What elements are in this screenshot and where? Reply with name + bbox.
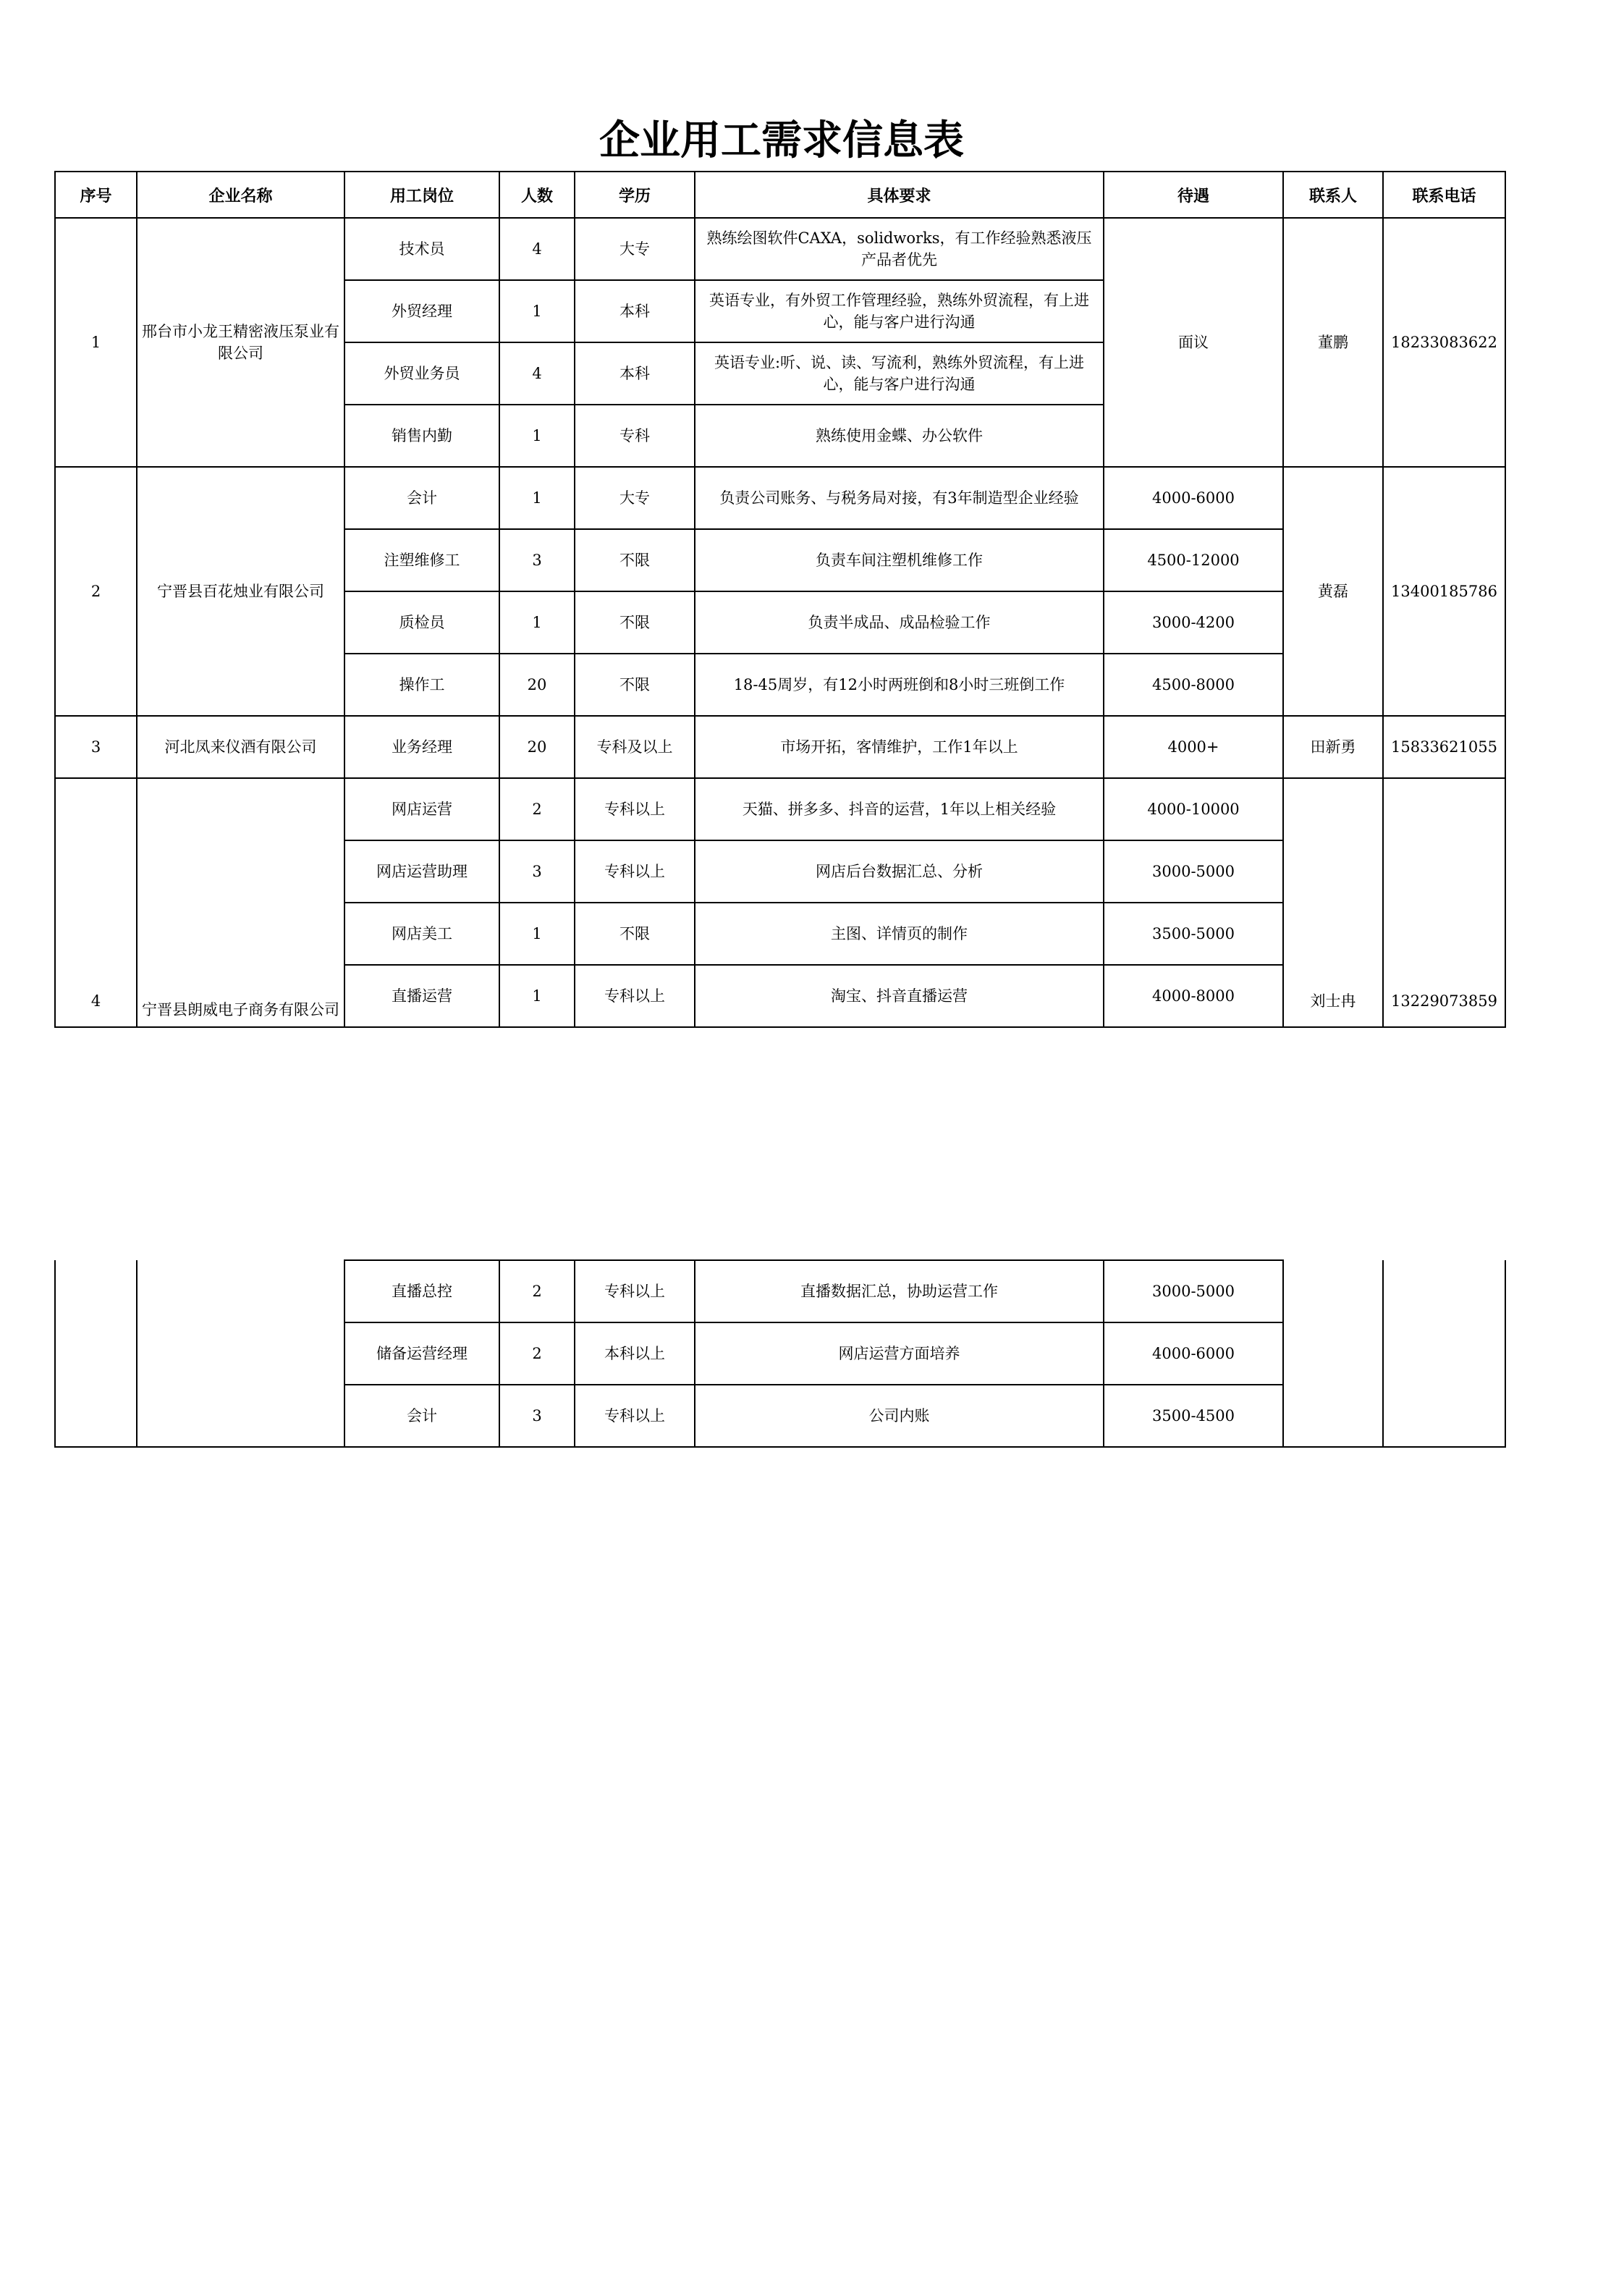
job-requirements: 18-45周岁，有12小时两班倒和8小时三班倒工作	[695, 654, 1104, 716]
job-post: 外贸经理	[344, 280, 499, 342]
job-pay: 3500-5000	[1104, 903, 1283, 965]
job-post: 网店运营	[344, 778, 499, 840]
job-count: 1	[499, 405, 575, 467]
contact-person: 董鹏	[1283, 218, 1383, 467]
job-count: 4	[499, 218, 575, 280]
job-count: 3	[499, 840, 575, 903]
job-pay: 3000-4200	[1104, 591, 1283, 654]
header-post: 用工岗位	[344, 172, 499, 218]
company-name: 宁晋县百花烛业有限公司	[137, 467, 344, 716]
job-demand-table-continued	[54, 1259, 1506, 1448]
company-name: 邢台市小龙王精密液压泵业有限公司	[137, 218, 344, 467]
job-education: 不限	[575, 654, 695, 716]
job-count: 1	[499, 280, 575, 342]
page-title: 企业用工需求信息表	[599, 117, 964, 164]
job-post: 操作工	[344, 654, 499, 716]
job-count: 3	[499, 529, 575, 591]
company-no: 4	[55, 778, 137, 1027]
company-no: 2	[55, 467, 137, 716]
header-no: 序号	[55, 172, 137, 218]
job-post: 销售内勤	[344, 405, 499, 467]
company-name: 河北凤来仪酒有限公司	[137, 716, 344, 778]
job-pay: 3500-4500	[1104, 1385, 1283, 1447]
job-education: 大专	[575, 467, 695, 529]
job-post: 注塑维修工	[344, 529, 499, 591]
job-requirements: 负责公司账务、与税务局对接，有3年制造型企业经验	[695, 467, 1104, 529]
job-post: 网店运营助理	[344, 840, 499, 903]
job-pay: 面议	[1104, 218, 1283, 467]
contact-phone-continued	[1383, 1260, 1505, 1447]
job-education: 专科及以上	[575, 716, 695, 778]
contact-phone: 13229073859	[1383, 778, 1505, 1027]
job-education: 专科以上	[575, 1385, 695, 1447]
job-requirements: 负责车间注塑机维修工作	[695, 529, 1104, 591]
job-post: 质检员	[344, 591, 499, 654]
contact-person: 田新勇	[1283, 716, 1383, 778]
company-name-continued	[137, 1260, 344, 1447]
job-education: 本科以上	[575, 1322, 695, 1385]
job-count: 2	[499, 778, 575, 840]
header-contact: 联系人	[1283, 172, 1383, 218]
header-count: 人数	[499, 172, 575, 218]
job-demand-table	[54, 171, 1506, 1028]
contact-person-continued	[1283, 1260, 1383, 1447]
job-pay: 4000-6000	[1104, 1322, 1283, 1385]
header-education: 学历	[575, 172, 695, 218]
job-requirements: 公司内账	[695, 1385, 1104, 1447]
contact-phone: 18233083622	[1383, 218, 1505, 467]
job-pay: 4000+	[1104, 716, 1283, 778]
job-post: 技术员	[344, 218, 499, 280]
job-education: 不限	[575, 591, 695, 654]
table-row	[55, 467, 1505, 529]
job-count: 4	[499, 342, 575, 405]
job-requirements: 英语专业，有外贸工作管理经验，熟练外贸流程，有上进心，能与客户进行沟通	[695, 280, 1104, 342]
table-header-row	[55, 172, 1505, 218]
job-pay: 4000-6000	[1104, 467, 1283, 529]
table-row	[55, 1260, 1505, 1322]
job-education: 专科以上	[575, 1260, 695, 1322]
job-post: 直播总控	[344, 1260, 499, 1322]
job-pay: 3000-5000	[1104, 840, 1283, 903]
contact-person: 刘士冉	[1283, 778, 1383, 1027]
job-pay: 4500-12000	[1104, 529, 1283, 591]
job-pay: 4000-8000	[1104, 965, 1283, 1027]
job-requirements: 主图、详情页的制作	[695, 903, 1104, 965]
job-pay: 3000-5000	[1104, 1260, 1283, 1322]
job-pay: 4000-10000	[1104, 778, 1283, 840]
contact-person: 黄磊	[1283, 467, 1383, 716]
job-requirements: 淘宝、抖音直播运营	[695, 965, 1104, 1027]
job-requirements: 天猫、拼多多、抖音的运营，1年以上相关经验	[695, 778, 1104, 840]
contact-phone: 13400185786	[1383, 467, 1505, 716]
job-count: 1	[499, 903, 575, 965]
job-requirements: 网店运营方面培养	[695, 1322, 1104, 1385]
company-name: 宁晋县朗威电子商务有限公司	[137, 778, 344, 1027]
job-post: 直播运营	[344, 965, 499, 1027]
job-education: 本科	[575, 280, 695, 342]
header-pay: 待遇	[1104, 172, 1283, 218]
job-requirements: 直播数据汇总，协助运营工作	[695, 1260, 1104, 1322]
job-education: 专科以上	[575, 778, 695, 840]
job-education: 不限	[575, 903, 695, 965]
job-education: 专科以上	[575, 840, 695, 903]
job-post: 会计	[344, 1385, 499, 1447]
job-count: 1	[499, 467, 575, 529]
job-requirements: 熟练使用金蝶、办公软件	[695, 405, 1104, 467]
job-count: 1	[499, 591, 575, 654]
job-education: 专科	[575, 405, 695, 467]
header-company: 企业名称	[137, 172, 344, 218]
table-row	[55, 218, 1505, 280]
job-requirements: 网店后台数据汇总、分析	[695, 840, 1104, 903]
company-no-continued	[55, 1260, 137, 1447]
job-pay: 4500-8000	[1104, 654, 1283, 716]
job-education: 大专	[575, 218, 695, 280]
job-post: 会计	[344, 467, 499, 529]
job-requirements: 英语专业:听、说、读、写流利，熟练外贸流程，有上进心，能与客户进行沟通	[695, 342, 1104, 405]
job-education: 不限	[575, 529, 695, 591]
contact-phone: 15833621055	[1383, 716, 1505, 778]
job-requirements: 负责半成品、成品检验工作	[695, 591, 1104, 654]
job-post: 业务经理	[344, 716, 499, 778]
job-post: 网店美工	[344, 903, 499, 965]
header-phone: 联系电话	[1383, 172, 1505, 218]
company-no: 3	[55, 716, 137, 778]
job-education: 本科	[575, 342, 695, 405]
job-count: 2	[499, 1322, 575, 1385]
job-count: 20	[499, 654, 575, 716]
job-count: 20	[499, 716, 575, 778]
table-row	[55, 778, 1505, 840]
header-requirements: 具体要求	[695, 172, 1104, 218]
job-post: 储备运营经理	[344, 1322, 499, 1385]
job-requirements: 市场开拓，客情维护，工作1年以上	[695, 716, 1104, 778]
job-requirements: 熟练绘图软件CAXA，solidworks，有工作经验熟悉液压产品者优先	[695, 218, 1104, 280]
company-no: 1	[55, 218, 137, 467]
table-row	[55, 716, 1505, 778]
job-education: 专科以上	[575, 965, 695, 1027]
job-count: 2	[499, 1260, 575, 1322]
job-post: 外贸业务员	[344, 342, 499, 405]
job-count: 1	[499, 965, 575, 1027]
job-count: 3	[499, 1385, 575, 1447]
